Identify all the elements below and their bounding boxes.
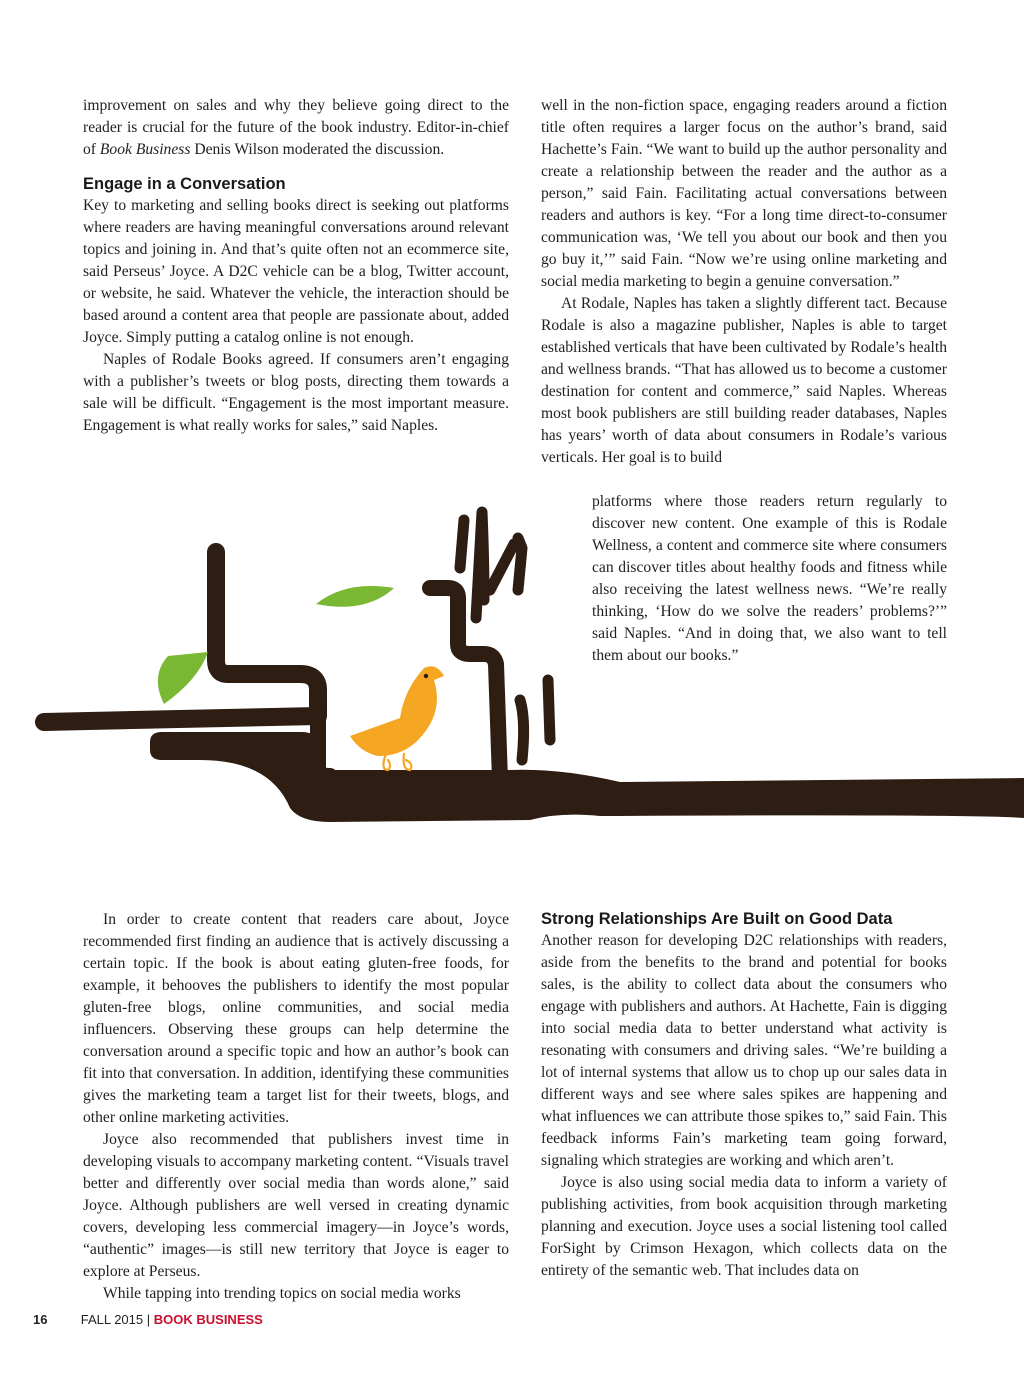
paragraph: Key to marketing and selling books direct is seeking out platforms where readers are having meaningful conversations around relevant topics and joining in. And that’s quite often not an ecommerce site, said Perseus’ Joyce. A D2C vehicle can be a blog, Twitter account, or website, he said. Whatever the vehicle, the interaction should be based around a content area that people are passionate about, added Joyce. Simply putting a catalog online is not enough. <box>83 197 509 346</box>
paragraph: At Rodale, Naples has taken a slightly different tact. Because Rodale is also a magazine publisher, Naples is able to target established verticals that have been cultivated by Rodale’s health and wellness brands. “That has allowed us to become a customer destination for content and commerce,” said Naples. Whereas most book publishers are still building reader databases, Naples has years’ worth of data about consumers in Rodale’s various verticals. Her goal is to build <box>541 295 947 466</box>
page-number: 16 <box>33 1312 48 1327</box>
issue-label: FALL 2015 <box>80 1312 144 1327</box>
section-heading-engage: Engage in a Conversation <box>83 175 286 193</box>
paragraph: Another reason for developing D2C relationships with readers, aside from the benefits to the brand and potential for books sales, is the ability to collect data about the consumers who engage with publishers and authors. At Hachette, Fain is digging into social media data to better understand what activity is resonating with consumers and driving sales. “We’re building a lot of internal systems that allow us to chop up our sales data in different ways and see where sales spikes are happening and what influences we can attribute those spikes to,” said Fain. This feedback informs Fain’s marketing team going forward, signaling which strategies are working and which aren’t. <box>541 932 947 1169</box>
bird-icon <box>350 666 444 770</box>
leaf-icon <box>316 586 394 607</box>
publication-title: Book Business <box>99 141 191 158</box>
page-footer <box>33 1312 263 1327</box>
leaf-icon <box>158 652 208 704</box>
paragraph: improvement on sales and why they believe going direct to the reader is crucial for the future of the book industry. Editor-in-chief of Book Business Denis Wilson moderated the discussion. <box>83 97 509 158</box>
paragraph: While tapping into trending topics on social media works <box>103 1285 461 1302</box>
paragraph: Joyce also recommended that publishers invest time in developing visuals to accompany marketing content. “Visuals travel better and differently over social media than words alone,” said Joyce. Although publishers are well versed in creating dynamic covers, developing less commercial imagery—in Joyce’s words, “authentic” images—is still new territory that Joyce is eager to explore at Perseus. <box>83 1131 509 1280</box>
publication-brand: BOOK BUSINESS <box>153 1312 263 1327</box>
section-heading-data: Strong Relationships Are Built on Good Data <box>541 910 893 928</box>
paragraph: Naples of Rodale Books agreed. If consumers aren’t engaging with a publisher’s tweets or blog posts, directing them towards a sale will be difficult. “Engagement is the most important measure. Engagement is what really works for sales,” said Naples. <box>83 351 509 434</box>
footer-separator: | <box>146 1312 151 1327</box>
column-bottom-right <box>541 908 947 1282</box>
paragraph: well in the non-fiction space, engaging readers around a fiction title often requires a larger focus on the author’s brand, said Hachette’s Fain. “We want to build up the author personality and create a relationship between the reader and the author as a person,” said Fain. Facilitating actual conversations between readers and authors is key. “For a long time direct-to-consumer communication was, ‘We tell you about our book and then you go buy it,’” said Fain. “Now we’re using online marketing and social media marketing to begin a genuine conversation.” <box>541 97 947 290</box>
column-bottom-left <box>83 909 509 1305</box>
paragraph: Joyce is also using social media data to inform a variety of publishing activities, from book acquisition through marketing planning and execution. Joyce uses a social listening tool called ForSight by Crimson Hexagon, which collects data on the entirety of the semantic web. That includes data on <box>541 1174 947 1279</box>
paragraph: In order to create content that readers care about, Joyce recommended first finding an audience that is actively discussing a certain topic. If the book is about eating gluten-free foods, for example, it behooves the publishers to identify the most popular gluten-free blogs, online communities, and social media influencers. Observing these groups can help determine the conversation around a specific topic and how an author’s book can fit into that conversation. In addition, identifying these communities gives the marketing team a target list for their tweets, blogs, and other online marketing activities. <box>83 911 509 1126</box>
paragraph: platforms where those readers return regularly to discover new content. One example of this is Rodale Wellness, a content and commerce site where consumers can discover titles about healthy foods and fitness while also receiving the latest wellness news. “We’re really thinking, ‘How do we solve the readers’ problems?’” said Naples. “And in doing that, we also want to tell them about our books.” <box>592 493 947 664</box>
